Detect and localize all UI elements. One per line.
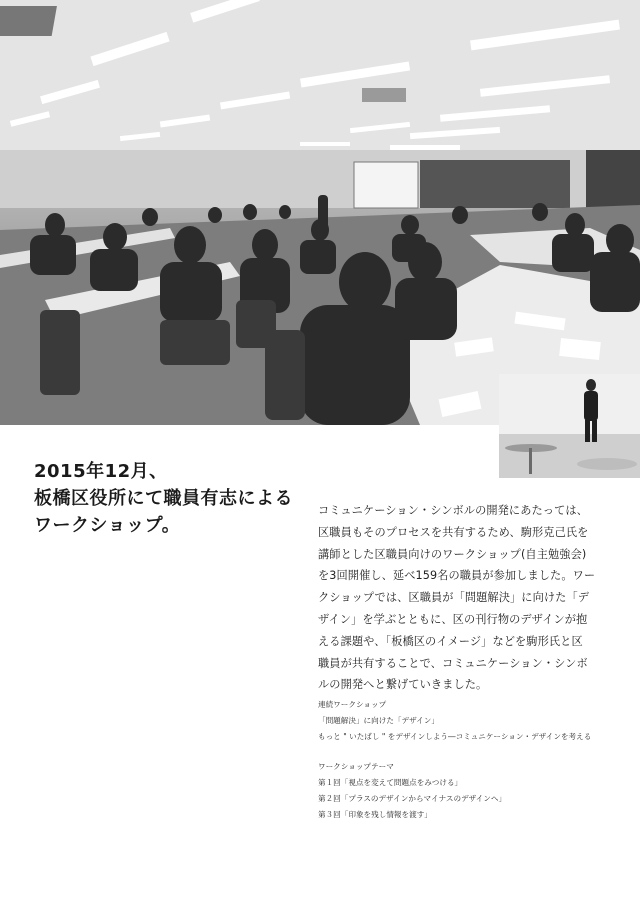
series-line: もっと " いたばし " をデザインしよう―コミュニケーション・デザインを考える	[318, 732, 592, 741]
body-line: 講師とした区職員向けのワークショップ(自主勉強会)	[318, 547, 587, 561]
body-line: 職員が共有することで、コミュニケーション・シンボ	[318, 656, 588, 670]
body-line: ザイン」を学ぶとともに、区の刊行物のデザインが抱	[318, 612, 588, 626]
theme-item: 第２回「プラスのデザインからマイナスのデザインへ」	[318, 794, 507, 803]
headline-line-2: 板橋区役所にて職員有志による	[34, 488, 293, 509]
speaker-inset-photo	[499, 374, 640, 478]
body-line: コミュニケーション・シンボルの開発にあたっては、	[318, 504, 588, 517]
body-line: 区職員もそのプロセスを共有するため、駒形克己氏を	[318, 525, 589, 539]
body-line: クショップでは、区職員が「問題解決」に向けた「デ	[318, 591, 590, 605]
body-paragraph	[318, 500, 618, 696]
series-line: 「問題解決」に向けた「デザイン」	[318, 716, 439, 725]
workshop-photo-scene	[0, 0, 640, 425]
headline-line-1: 2015年12月、	[34, 461, 168, 482]
headline	[34, 458, 324, 539]
workshop-notes	[318, 697, 618, 823]
body-line: ルの開発へと繋げていきました。	[318, 678, 488, 692]
speaker-inset-scene	[499, 374, 640, 478]
themes-heading: ワークショップテーマ	[318, 762, 394, 771]
theme-item: 第１回「視点を変えて問題点をみつける」	[318, 778, 463, 787]
headline-line-3: ワークショップ。	[34, 515, 181, 536]
body-line: を3回開催し、延べ159名の職員が参加しました。ワー	[318, 569, 596, 583]
workshop-photo	[0, 0, 640, 425]
series-heading: 連続ワークショップ	[318, 700, 387, 709]
theme-item: 第３回「印象を残し情報を渡す」	[318, 810, 432, 819]
body-line: える課題や、「板橋区のイメージ」などを駒形氏と区	[318, 634, 583, 648]
